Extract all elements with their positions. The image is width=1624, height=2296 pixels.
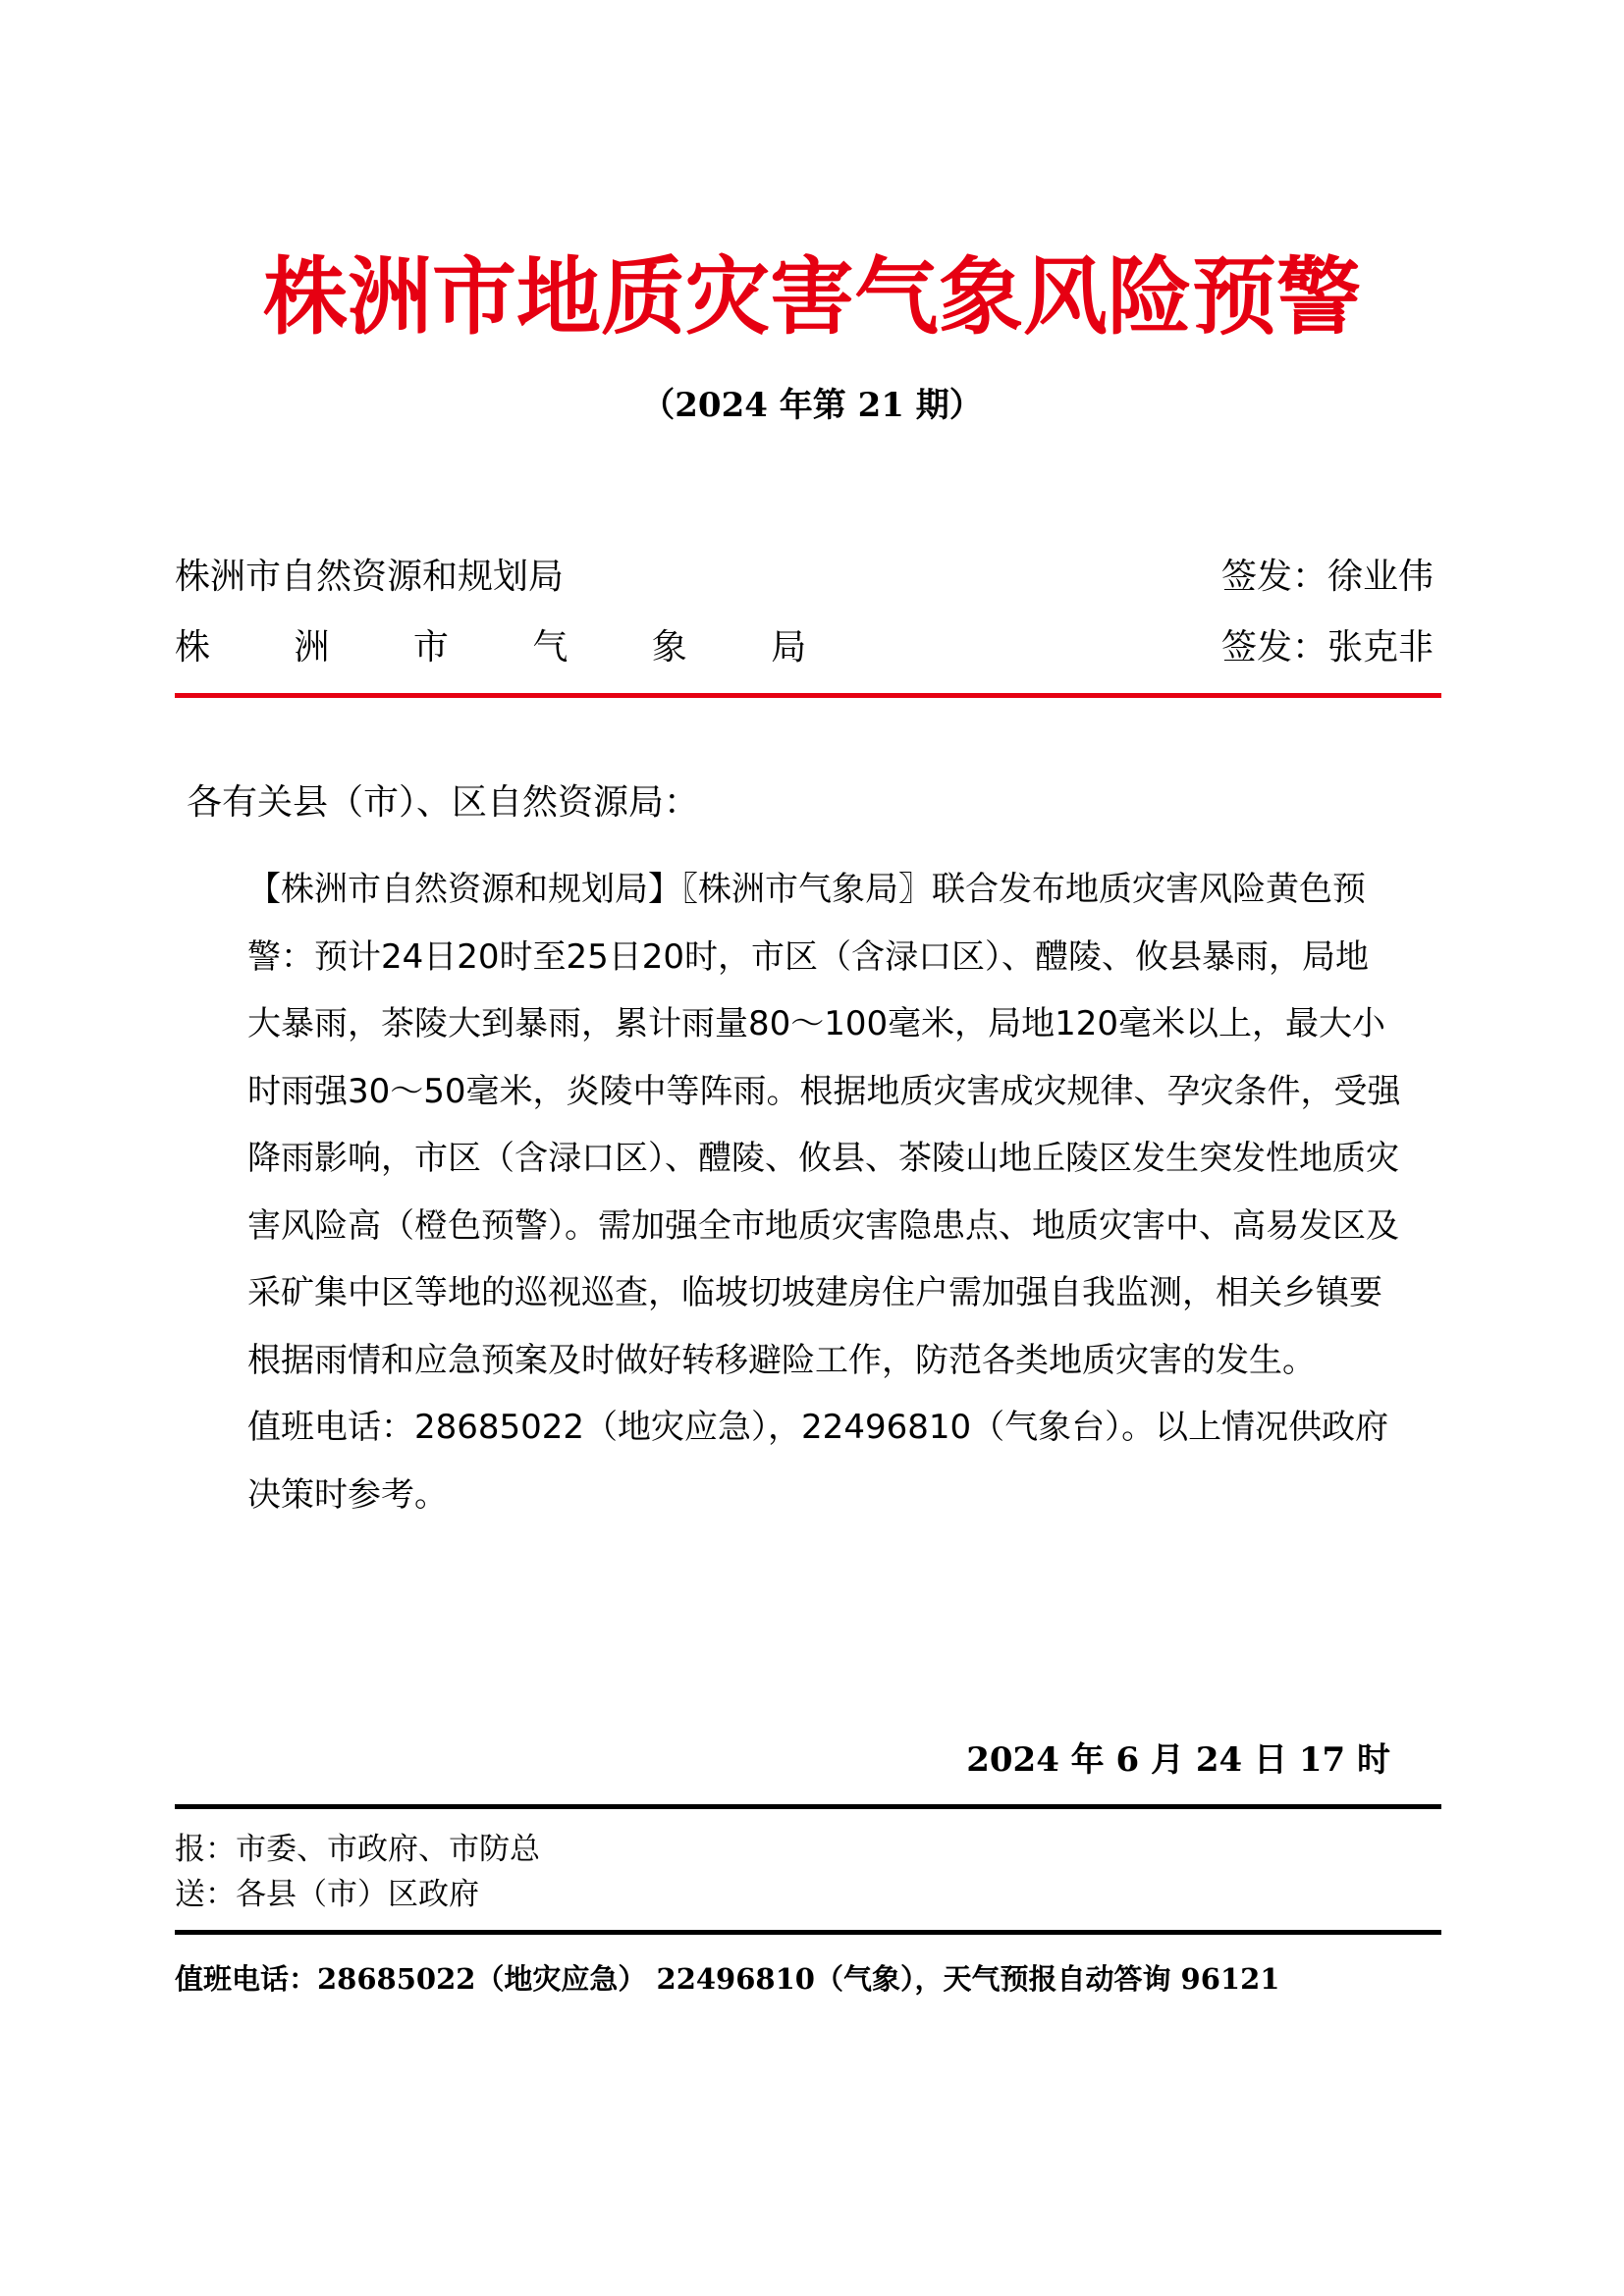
distribution-divider-top — [175, 1804, 1441, 1809]
issuer-row-1 — [175, 550, 1434, 605]
distribution-divider-bottom — [175, 1930, 1441, 1935]
issue-date: 2024 年 6 月 24 日 17 时 — [966, 1740, 1390, 1780]
body-text — [247, 856, 1401, 1528]
document-title: 株洲市地质灾害气象风险预警 — [263, 248, 1361, 347]
salutation: 各有关县（市）、区自然资源局： — [187, 782, 700, 823]
issuer-org: 株洲市自然资源和规划局 — [175, 557, 565, 597]
header-divider — [175, 693, 1441, 698]
issuer-org: 株 洲 市 气 象 局 — [175, 627, 843, 667]
issuer-row-2 — [175, 620, 1434, 675]
report-to: 报：市委、市政府、市防总 — [175, 1832, 540, 1867]
issuer-signer: 签发：徐业伟 — [1220, 557, 1434, 597]
issue-number: （2024 年第 21 期） — [641, 386, 983, 425]
footer-hotline: 值班电话：28685022（地灾应急） 22496810（气象），天气预报自动答询 96121 — [175, 1962, 1280, 1996]
send-to: 送：各县（市）区政府 — [175, 1877, 479, 1912]
body-paragraph: 【株洲市自然资源和规划局】〖株洲市气象局〗联合发布地质灾害风险黄色预警：预计24日20时至25日20时，市区（含渌口区）、醴陵、攸县暴雨，局地大暴雨，茶陵大到暴雨，累计雨量80～100毫米，局地120毫米以上，最大小时雨强30～50毫米，炎陵中等阵雨。根据地质灾害成灾规律、孕灾条件，受强降雨影响，市区（含渌口区）、醴陵、攸县、茶陵山地丘陵区发生突发性地质灾害风险高（橙色预警）。需加强全市地质灾害隐患点、地质灾害中、高易发区及采矿集中区等地的巡视巡查，临坡切坡建房住户需加强自我监测，相关乡镇要根据雨情和应急预案及时做好转移避险工作，防范各类地质灾害的发生。 — [247, 870, 1401, 1380]
issuer-signer: 签发：张克非 — [1220, 627, 1434, 667]
contact-paragraph: 值班电话：28685022（地灾应急），22496810（气象台）。以上情况供政府决策时参考。 — [247, 1408, 1389, 1515]
